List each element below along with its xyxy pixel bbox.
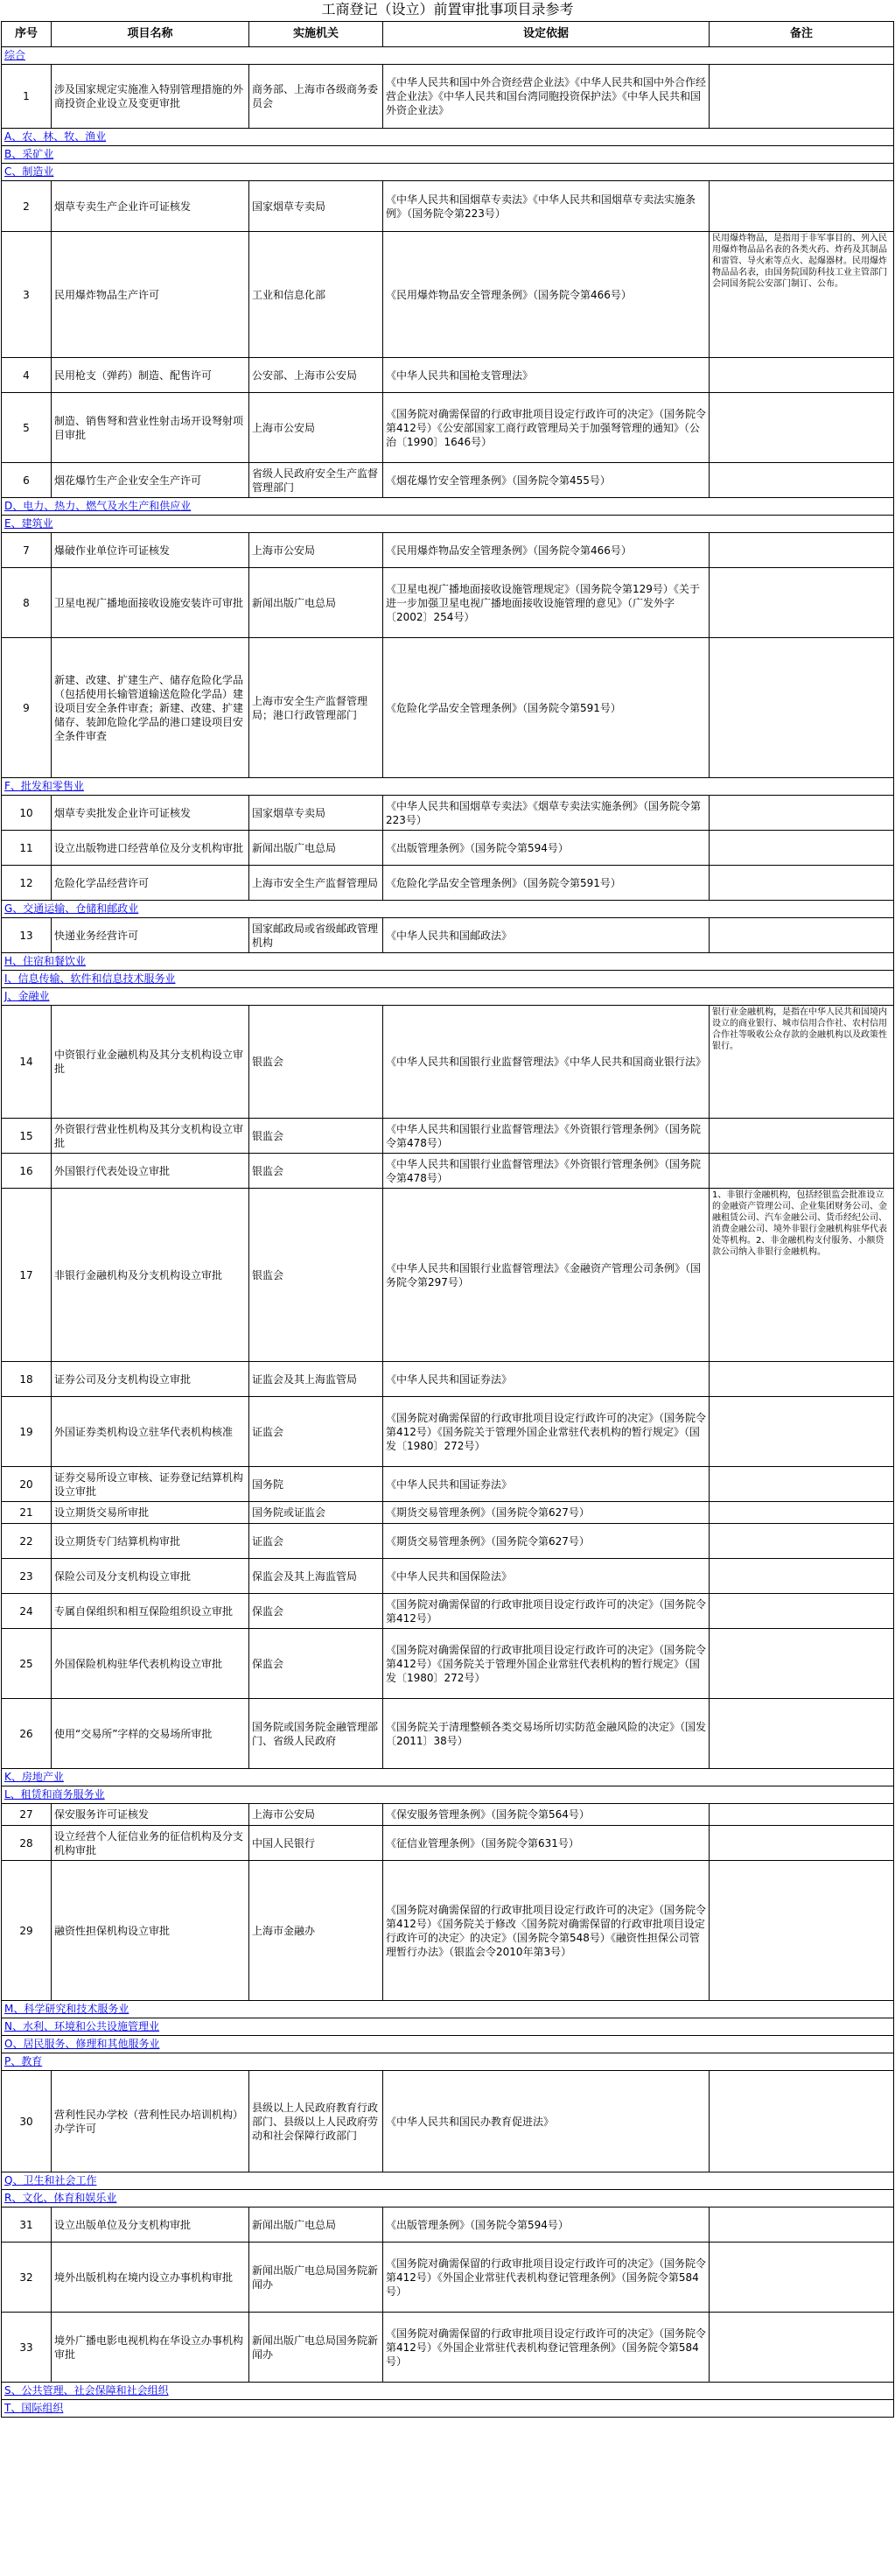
item-note xyxy=(710,358,894,393)
item-basis: 《国务院对确需保留的行政审批项目设定行政许可的决定》（国务院令第412号）《国务院关于管理外国企业常驻代表机构的暂行规定》（国发〔1980〕272号） xyxy=(383,1629,710,1699)
item-agency: 县级以上人民政府教育行政部门、县级以上人民政府劳动和社会保障行政部门 xyxy=(249,2071,383,2172)
item-note xyxy=(710,918,894,953)
section-cell xyxy=(2,2018,894,2036)
item-no: 10 xyxy=(2,796,52,831)
item-note xyxy=(710,1826,894,1861)
table-header xyxy=(2,22,894,47)
section-row xyxy=(2,1769,894,1786)
item-name: 非银行金融机构及分支机构设立审批 xyxy=(52,1189,249,1362)
item-no: 6 xyxy=(2,463,52,498)
section-row xyxy=(2,953,894,971)
section-cell xyxy=(2,2036,894,2053)
section-row xyxy=(2,2001,894,2018)
section-link[interactable]: S、公共管理、社会保障和社会组织 xyxy=(4,2384,169,2397)
item-name: 卫星电视广播地面接收设施安装许可审批 xyxy=(52,568,249,638)
section-row xyxy=(2,164,894,181)
item-no: 2 xyxy=(2,181,52,232)
table-row xyxy=(2,181,894,232)
table-row xyxy=(2,1154,894,1189)
item-no: 31 xyxy=(2,2207,52,2243)
item-name: 烟花爆竹生产企业安全生产许可 xyxy=(52,463,249,498)
section-link[interactable]: D、电力、热力、燃气及水生产和供应业 xyxy=(4,500,192,512)
section-row xyxy=(2,47,894,65)
section-link[interactable]: P、教育 xyxy=(4,2055,43,2067)
item-no: 18 xyxy=(2,1362,52,1397)
table-row xyxy=(2,358,894,393)
item-note xyxy=(710,638,894,778)
header-note: 备注 xyxy=(710,22,894,47)
section-row xyxy=(2,2018,894,2036)
item-agency: 新闻出版广电总局国务院新闻办 xyxy=(249,2243,383,2313)
header-no: 序号 xyxy=(2,22,52,47)
item-name: 爆破作业单位许可证核发 xyxy=(52,533,249,568)
section-row xyxy=(2,1786,894,1804)
item-no: 30 xyxy=(2,2071,52,2172)
item-no: 27 xyxy=(2,1804,52,1826)
section-row xyxy=(2,129,894,146)
item-agency: 国家烟草专卖局 xyxy=(249,796,383,831)
item-basis: 《中华人民共和国烟草专卖法》《烟草专卖法实施条例》（国务院令第223号） xyxy=(383,796,710,831)
item-basis: 《中华人民共和国证券法》 xyxy=(383,1362,710,1397)
section-row xyxy=(2,2053,894,2071)
item-name: 快递业务经营许可 xyxy=(52,918,249,953)
item-basis: 《中华人民共和国证券法》 xyxy=(383,1467,710,1502)
table-row xyxy=(2,1559,894,1594)
item-agency: 证监会 xyxy=(249,1524,383,1559)
item-note xyxy=(710,1397,894,1467)
item-no: 3 xyxy=(2,232,52,358)
item-agency: 上海市安全生产监督管理局；港口行政管理部门 xyxy=(249,638,383,778)
section-link[interactable]: C、制造业 xyxy=(4,165,54,178)
item-no: 25 xyxy=(2,1629,52,1699)
item-name: 制造、销售弩和营业性射击场开设弩射项目审批 xyxy=(52,393,249,463)
section-link[interactable]: 综合 xyxy=(4,49,26,61)
item-agency: 国家邮政局或省级邮政管理机构 xyxy=(249,918,383,953)
table-row xyxy=(2,1524,894,1559)
item-name: 外国银行代表处设立审批 xyxy=(52,1154,249,1189)
item-no: 26 xyxy=(2,1699,52,1769)
section-row xyxy=(2,516,894,533)
item-no: 28 xyxy=(2,1826,52,1861)
section-cell xyxy=(2,2400,894,2418)
item-agency: 银监会 xyxy=(249,1154,383,1189)
table-row xyxy=(2,1119,894,1154)
item-name: 外国证券类机构设立驻华代表机构核准 xyxy=(52,1397,249,1467)
section-cell xyxy=(2,953,894,971)
section-link[interactable]: L、租赁和商务服务业 xyxy=(4,1788,105,1800)
table-row xyxy=(2,1006,894,1119)
table-row xyxy=(2,1861,894,2001)
section-cell xyxy=(2,164,894,181)
section-cell xyxy=(2,2383,894,2400)
item-no: 16 xyxy=(2,1154,52,1189)
item-basis: 《国务院对确需保留的行政审批项目设定行政许可的决定》（国务院令第412号）《外国企业常驻代表机构登记管理条例》（国务院令第584号） xyxy=(383,2243,710,2313)
item-basis: 《中华人民共和国枪支管理法》 xyxy=(383,358,710,393)
item-no: 9 xyxy=(2,638,52,778)
section-link[interactable]: M、科学研究和技术服务业 xyxy=(4,2003,129,2015)
item-name: 证券公司及分支机构设立审批 xyxy=(52,1362,249,1397)
item-agency: 中国人民银行 xyxy=(249,1826,383,1861)
item-name: 保险公司及分支机构设立审批 xyxy=(52,1559,249,1594)
item-no: 24 xyxy=(2,1594,52,1629)
item-note xyxy=(710,181,894,232)
item-agency: 上海市公安局 xyxy=(249,1804,383,1826)
section-cell xyxy=(2,146,894,164)
section-cell xyxy=(2,516,894,533)
item-note xyxy=(710,1467,894,1502)
item-no: 8 xyxy=(2,568,52,638)
table-row xyxy=(2,918,894,953)
item-basis: 《保安服务管理条例》（国务院令第564号） xyxy=(383,1804,710,1826)
table-row xyxy=(2,1502,894,1524)
item-note xyxy=(710,533,894,568)
section-cell xyxy=(2,129,894,146)
table-row xyxy=(2,831,894,866)
item-agency: 保监会及其上海监管局 xyxy=(249,1559,383,1594)
item-basis: 《中华人民共和国保险法》 xyxy=(383,1559,710,1594)
item-basis: 《征信业管理条例》（国务院令第631号） xyxy=(383,1826,710,1861)
section-link[interactable]: J、金融业 xyxy=(4,990,50,1002)
section-cell xyxy=(2,901,894,918)
item-basis: 《国务院对确需保留的行政审批项目设定行政许可的决定》（国务院令第412号）《国务院关于修改〈国务院对确需保留的行政审批项目设定行政许可的决定〉的决定》（国务院令第548号）《融资性担保公司管理暂行办法》（银监会令2010年第3号） xyxy=(383,1861,710,2001)
item-basis: 《民用爆炸物品安全管理条例》（国务院令第466号） xyxy=(383,232,710,358)
item-name: 外资银行营业性机构及其分支机构设立审批 xyxy=(52,1119,249,1154)
item-no: 11 xyxy=(2,831,52,866)
section-link[interactable]: T、国际组织 xyxy=(4,2402,64,2414)
item-agency: 保监会 xyxy=(249,1594,383,1629)
item-no: 4 xyxy=(2,358,52,393)
item-agency: 国务院 xyxy=(249,1467,383,1502)
item-note xyxy=(710,1559,894,1594)
item-agency: 上海市安全生产监督管理局 xyxy=(249,866,383,901)
header-name: 项目名称 xyxy=(52,22,249,47)
section-cell xyxy=(2,2053,894,2071)
table-row xyxy=(2,2243,894,2313)
section-row xyxy=(2,146,894,164)
table-row xyxy=(2,2207,894,2243)
item-name: 涉及国家规定实施准入特别管理措施的外商投资企业设立及变更审批 xyxy=(52,65,249,129)
item-basis: 《国务院对确需保留的行政审批项目设定行政许可的决定》（国务院令第412号）《外国企业常驻代表机构登记管理条例》（国务院令第584号） xyxy=(383,2313,710,2383)
item-no: 23 xyxy=(2,1559,52,1594)
item-agency: 新闻出版广电总局 xyxy=(249,831,383,866)
item-note xyxy=(710,1699,894,1769)
table-row xyxy=(2,463,894,498)
item-note xyxy=(710,1362,894,1397)
item-name: 融资性担保机构设立审批 xyxy=(52,1861,249,2001)
item-basis: 《中华人民共和国银行业监督管理法》《外资银行管理条例》（国务院令第478号） xyxy=(383,1119,710,1154)
page-title: 工商登记（设立）前置审批事项目录参考 xyxy=(321,1,574,18)
section-row xyxy=(2,778,894,796)
header-agency: 实施机关 xyxy=(249,22,383,47)
item-name: 证券交易所设立审核、证券登记结算机构设立审批 xyxy=(52,1467,249,1502)
section-link[interactable]: I、信息传输、软件和信息技术服务业 xyxy=(4,972,176,985)
item-basis: 《中华人民共和国银行业监督管理法》《外资银行管理条例》（国务院令第478号） xyxy=(383,1154,710,1189)
item-basis: 《中华人民共和国邮政法》 xyxy=(383,918,710,953)
item-agency: 保监会 xyxy=(249,1629,383,1699)
item-note xyxy=(710,2071,894,2172)
item-note xyxy=(710,1524,894,1559)
section-link[interactable]: N、水利、环境和公共设施管理业 xyxy=(4,2020,159,2032)
item-no: 21 xyxy=(2,1502,52,1524)
section-link[interactable]: K、房地产业 xyxy=(4,1771,64,1783)
table-row xyxy=(2,1826,894,1861)
item-name: 设立出版单位及分支机构审批 xyxy=(52,2207,249,2243)
item-no: 12 xyxy=(2,866,52,901)
item-basis: 《危险化学品安全管理条例》（国务院令第591号） xyxy=(383,866,710,901)
item-no: 1 xyxy=(2,65,52,129)
section-row xyxy=(2,971,894,988)
table-row xyxy=(2,1189,894,1362)
section-cell xyxy=(2,1786,894,1804)
item-basis: 《国务院对确需保留的行政审批项目设定行政许可的决定》（国务院令第412号）《国务院关于管理外国企业常驻代表机构的暂行规定》（国发〔1980〕272号） xyxy=(383,1397,710,1467)
item-basis: 《中华人民共和国民办教育促进法》 xyxy=(383,2071,710,2172)
item-agency: 商务部、上海市各级商务委员会 xyxy=(249,65,383,129)
item-name: 烟草专卖生产企业许可证核发 xyxy=(52,181,249,232)
item-no: 29 xyxy=(2,1861,52,2001)
section-row xyxy=(2,988,894,1006)
item-name: 民用枪支（弹药）制造、配售许可 xyxy=(52,358,249,393)
item-no: 33 xyxy=(2,2313,52,2383)
item-note: 1、非银行金融机构，包括经银监会批准设立的金融资产管理公司、企业集团财务公司、金融租赁公司、汽车金融公司、货币经纪公司、消费金融公司、境外非银行金融机构驻华代表处等机构。2、非金融机构支付服务、小额贷款公司纳入非银行金融机构。 xyxy=(710,1189,894,1362)
item-note xyxy=(710,1119,894,1154)
approval-table xyxy=(1,21,894,2418)
section-link[interactable]: E、建筑业 xyxy=(4,517,53,530)
table-row xyxy=(2,638,894,778)
section-row xyxy=(2,2036,894,2053)
section-cell xyxy=(2,778,894,796)
item-name: 烟草专卖批发企业许可证核发 xyxy=(52,796,249,831)
item-note xyxy=(710,568,894,638)
table-row xyxy=(2,1629,894,1699)
item-agency: 新闻出版广电总局 xyxy=(249,2207,383,2243)
item-no: 7 xyxy=(2,533,52,568)
section-link[interactable]: G、交通运输、仓储和邮政业 xyxy=(4,902,139,915)
item-note xyxy=(710,463,894,498)
item-agency: 公安部、上海市公安局 xyxy=(249,358,383,393)
table-row xyxy=(2,1804,894,1826)
section-link[interactable]: H、住宿和餐饮业 xyxy=(4,955,87,967)
item-note xyxy=(710,796,894,831)
item-note xyxy=(710,1861,894,2001)
table-body xyxy=(2,47,894,2418)
item-note xyxy=(710,2243,894,2313)
item-basis: 《出版管理条例》（国务院令第594号） xyxy=(383,831,710,866)
item-note xyxy=(710,1804,894,1826)
item-name: 民用爆炸物品生产许可 xyxy=(52,232,249,358)
section-link[interactable]: O、居民服务、修理和其他服务业 xyxy=(4,2038,160,2050)
item-basis: 《期货交易管理条例》（国务院令第627号） xyxy=(383,1524,710,1559)
item-name: 境外广播电影电视机构在华设立办事机构审批 xyxy=(52,2313,249,2383)
section-link[interactable]: B、采矿业 xyxy=(4,148,54,160)
header-basis: 设定依据 xyxy=(383,22,710,47)
table-row xyxy=(2,393,894,463)
section-row xyxy=(2,2190,894,2207)
item-no: 5 xyxy=(2,393,52,463)
table-row xyxy=(2,65,894,129)
item-basis: 《中华人民共和国银行业监督管理法》《中华人民共和国商业银行法》 xyxy=(383,1006,710,1119)
table-row xyxy=(2,1362,894,1397)
section-link[interactable]: R、文化、体育和娱乐业 xyxy=(4,2192,117,2204)
item-agency: 上海市公安局 xyxy=(249,393,383,463)
item-note xyxy=(710,1502,894,1524)
item-name: 营利性民办学校（营利性民办培训机构）办学许可 xyxy=(52,2071,249,2172)
table-row xyxy=(2,866,894,901)
section-cell xyxy=(2,2172,894,2190)
item-note xyxy=(710,65,894,129)
item-no: 20 xyxy=(2,1467,52,1502)
item-agency: 国家烟草专卖局 xyxy=(249,181,383,232)
item-note xyxy=(710,831,894,866)
item-agency: 新闻出版广电总局国务院新闻办 xyxy=(249,2313,383,2383)
table-row xyxy=(2,796,894,831)
section-cell xyxy=(2,2001,894,2018)
section-link[interactable]: F、批发和零售业 xyxy=(4,780,84,792)
section-row xyxy=(2,2383,894,2400)
item-name: 中资银行业金融机构及其分支机构设立审批 xyxy=(52,1006,249,1119)
item-agency: 银监会 xyxy=(249,1006,383,1119)
table-row xyxy=(2,1467,894,1502)
item-basis: 《危险化学品安全管理条例》（国务院令第591号） xyxy=(383,638,710,778)
section-link[interactable]: A、农、林、牧、渔业 xyxy=(4,130,107,143)
item-basis: 《卫星电视广播地面接收设施管理规定》（国务院令第129号）《关于进一步加强卫星电视广播地面接收设施管理的意见》（广发外字〔2002〕254号） xyxy=(383,568,710,638)
section-cell xyxy=(2,2190,894,2207)
item-agency: 国务院或国务院金融管理部门、省级人民政府 xyxy=(249,1699,383,1769)
item-agency: 工业和信息化部 xyxy=(249,232,383,358)
table-row xyxy=(2,2313,894,2383)
item-basis: 《中华人民共和国中外合资经营企业法》《中华人民共和国中外合作经营企业法》《中华人民共和国台湾同胞投资保护法》《中华人民共和国外资企业法》 xyxy=(383,65,710,129)
item-note: 银行业金融机构，是指在中华人民共和国境内设立的商业银行、城市信用合作社、农村信用合作社等吸收公众存款的金融机构以及政策性银行。 xyxy=(710,1006,894,1119)
item-name: 设立期货交易所审批 xyxy=(52,1502,249,1524)
item-name: 新建、改建、扩建生产、储存危险化学品（包括使用长输管道输送危险化学品）建设项目安全条件审查；新建、改建、扩建储存、装卸危险化学品的港口建设项目安全条件审查 xyxy=(52,638,249,778)
table-row xyxy=(2,1397,894,1467)
item-name: 设立期货专门结算机构审批 xyxy=(52,1524,249,1559)
item-basis: 《国务院关于清理整顿各类交易场所切实防范金融风险的决定》（国发〔2011〕38号） xyxy=(383,1699,710,1769)
item-note xyxy=(710,2313,894,2383)
item-note: 民用爆炸物品，是指用于非军事目的、列入民用爆炸物品品名表的各类火药、炸药及其制品和雷管、导火索等点火、起爆器材。民用爆炸物品品名表，由国务院国防科技工业主管部门会同国务院公安部门制订、公布。 xyxy=(710,232,894,358)
item-basis: 《出版管理条例》（国务院令第594号） xyxy=(383,2207,710,2243)
item-no: 15 xyxy=(2,1119,52,1154)
table-row xyxy=(2,232,894,358)
item-basis: 《烟花爆竹安全管理条例》（国务院令第455号） xyxy=(383,463,710,498)
item-agency: 省级人民政府安全生产监督管理部门 xyxy=(249,463,383,498)
item-basis: 《期货交易管理条例》（国务院令第627号） xyxy=(383,1502,710,1524)
section-cell xyxy=(2,47,894,65)
item-name: 专属自保组织和相互保险组织设立审批 xyxy=(52,1594,249,1629)
item-no: 14 xyxy=(2,1006,52,1119)
item-name: 保安服务许可证核发 xyxy=(52,1804,249,1826)
section-row xyxy=(2,2172,894,2190)
section-cell xyxy=(2,1769,894,1786)
item-name: 设立出版物进口经营单位及分支机构审批 xyxy=(52,831,249,866)
table-row xyxy=(2,568,894,638)
item-no: 13 xyxy=(2,918,52,953)
section-row xyxy=(2,2400,894,2418)
item-note xyxy=(710,1629,894,1699)
item-basis: 《民用爆炸物品安全管理条例》（国务院令第466号） xyxy=(383,533,710,568)
section-row xyxy=(2,901,894,918)
section-link[interactable]: Q、卫生和社会工作 xyxy=(4,2174,97,2186)
item-agency: 新闻出版广电总局 xyxy=(249,568,383,638)
section-cell xyxy=(2,498,894,516)
item-note xyxy=(710,2207,894,2243)
item-note xyxy=(710,393,894,463)
item-agency: 上海市金融办 xyxy=(249,1861,383,2001)
section-cell xyxy=(2,971,894,988)
item-name: 危险化学品经营许可 xyxy=(52,866,249,901)
item-no: 17 xyxy=(2,1189,52,1362)
item-agency: 银监会 xyxy=(249,1189,383,1362)
item-note xyxy=(710,1154,894,1189)
item-agency: 银监会 xyxy=(249,1119,383,1154)
section-row xyxy=(2,498,894,516)
item-name: 使用“交易所”字样的交易场所审批 xyxy=(52,1699,249,1769)
item-basis: 《中华人民共和国烟草专卖法》《中华人民共和国烟草专卖法实施条例》（国务院令第223号） xyxy=(383,181,710,232)
table-row xyxy=(2,533,894,568)
item-name: 境外出版机构在境内设立办事机构审批 xyxy=(52,2243,249,2313)
item-basis: 《中华人民共和国银行业监督管理法》《金融资产管理公司条例》（国务院令第297号） xyxy=(383,1189,710,1362)
item-basis: 《国务院对确需保留的行政审批项目设定行政许可的决定》（国务院令第412号）《公安部国家工商行政管理局关于加强弩管理的通知》（公治〔1990〕1646号） xyxy=(383,393,710,463)
table-row xyxy=(2,1699,894,1769)
section-cell xyxy=(2,988,894,1006)
item-note xyxy=(710,1594,894,1629)
item-no: 32 xyxy=(2,2243,52,2313)
item-agency: 证监会 xyxy=(249,1397,383,1467)
item-name: 外国保险机构驻华代表机构设立审批 xyxy=(52,1629,249,1699)
item-agency: 上海市公安局 xyxy=(249,533,383,568)
item-no: 19 xyxy=(2,1397,52,1467)
item-agency: 国务院或证监会 xyxy=(249,1502,383,1524)
item-name: 设立经营个人征信业务的征信机构及分支机构审批 xyxy=(52,1826,249,1861)
item-no: 22 xyxy=(2,1524,52,1559)
item-basis: 《国务院对确需保留的行政审批项目设定行政许可的决定》（国务院令第412号） xyxy=(383,1594,710,1629)
table-row xyxy=(2,2071,894,2172)
item-agency: 证监会及其上海监管局 xyxy=(249,1362,383,1397)
table-row xyxy=(2,1594,894,1629)
item-note xyxy=(710,866,894,901)
